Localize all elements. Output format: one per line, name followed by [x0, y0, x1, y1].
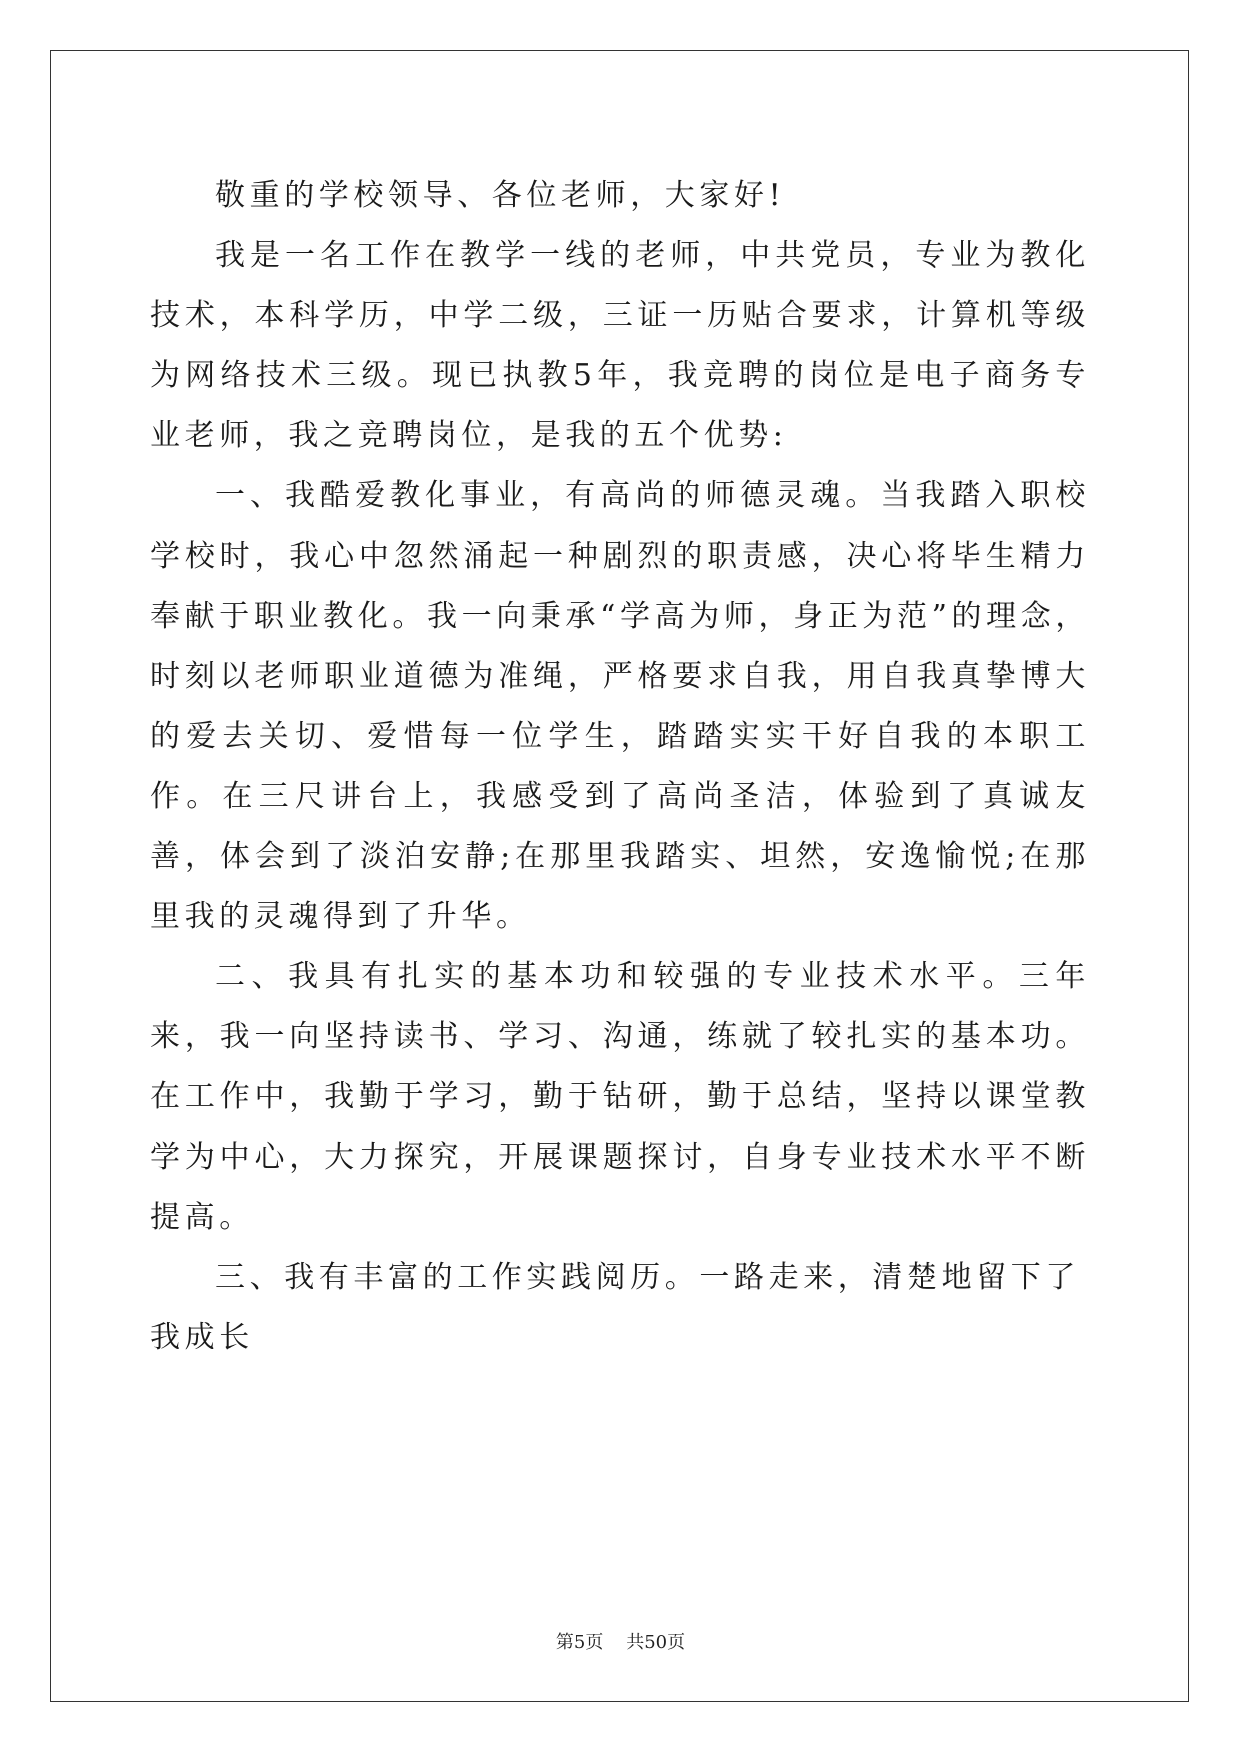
- intro-paragraph: 我是一名工作在教学一线的老师，中共党员，专业为教化技术，本科学历，中学二级，三证一历贴合要求，计算机等级为网络技术三级。现已执教5年，我竞聘的岗位是电子商务专业老师，我之竞聘岗位，是我的五个优势:: [150, 238, 1090, 454]
- advantage-one-paragraph: 一、我酷爱教化事业，有高尚的师德灵魂。当我踏入职校学校时，我心中忽然涌起一种剧烈的职责感，决心将毕生精力奉献于职业教化。我一向秉承“学高为师，身正为范”的理念，时刻以老师职业道德为准绳，严格要求自我，用自我真挚博大的爱去关切、爱惜每一位学生，踏踏实实干好自我的本职工作。在三尺讲台上，我感受到了高尚圣洁，体验到了真诚友善，体会到了淡泊安静;在那里我踏实、坦然，安逸愉悦;在那里我的灵魂得到了升华。: [150, 478, 1090, 935]
- greeting-paragraph: 敬重的学校领导、各位老师，大家好!: [215, 178, 786, 213]
- page-number-label: 第5页 共50页: [555, 1632, 686, 1653]
- advantage-two-paragraph: 二、我具有扎实的基本功和较强的专业技术水平。三年来，我一向坚持读书、学习、沟通，练就了较扎实的基本功。在工作中，我勤于学习，勤于钻研，勤于总结，坚持以课堂教学为中心，大力探究，开展课题探讨，自身专业技术水平不断提高。: [150, 959, 1090, 1235]
- advantage-three-paragraph: 三、我有丰富的工作实践阅历。一路走来，清楚地留下了我成长: [150, 1259, 1080, 1355]
- document-body: [150, 166, 1090, 1368]
- page-footer: [0, 1628, 1241, 1654]
